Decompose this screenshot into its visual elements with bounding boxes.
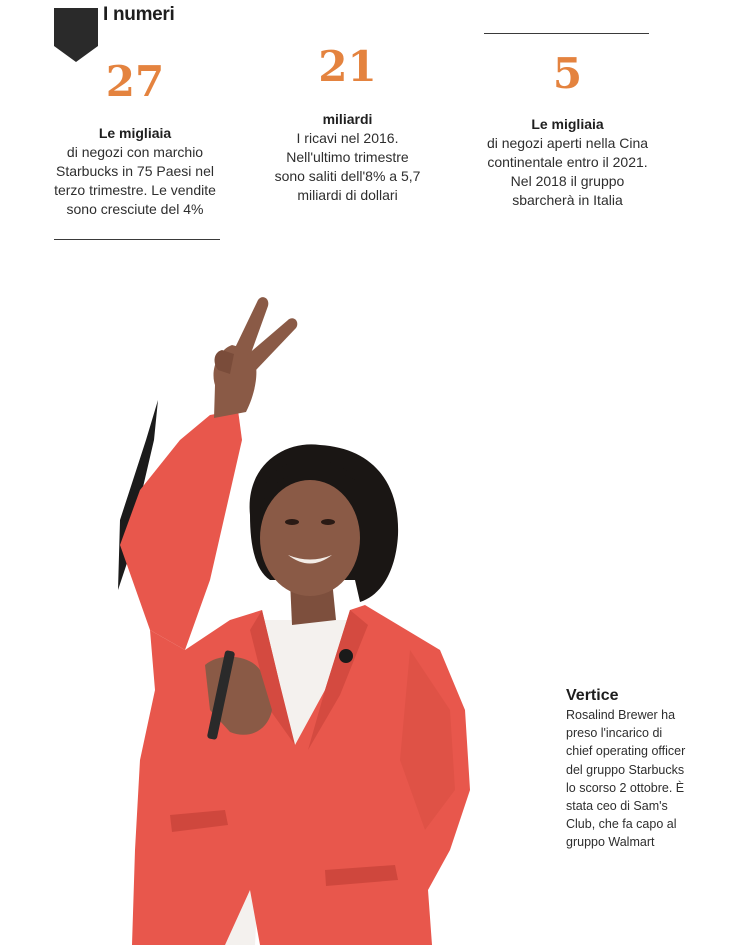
stat-line: continentale entro il 2021. bbox=[487, 154, 648, 170]
caption-line: del gruppo Starbucks bbox=[566, 762, 685, 777]
stat-line: Nel 2018 il gruppo bbox=[510, 173, 625, 189]
caption-line: Club, che fa capo al bbox=[566, 817, 677, 832]
stat-line: sbarcherà in Italia bbox=[512, 192, 623, 208]
stat-number: 27 bbox=[105, 57, 165, 106]
stat-revenue bbox=[250, 43, 445, 205]
face bbox=[260, 480, 360, 596]
stat-line: Starbucks in 75 Paesi nel bbox=[56, 163, 214, 179]
caption-line: lo scorso 2 ottobre. È bbox=[566, 780, 685, 795]
stat-headline: miliardi bbox=[322, 111, 373, 127]
stat-divider bbox=[484, 33, 649, 34]
raised-sleeve bbox=[120, 410, 242, 650]
caption-line: gruppo Walmart bbox=[566, 835, 655, 850]
section-title: I numeri bbox=[103, 4, 175, 25]
woman-victory-sign-illustration bbox=[110, 290, 480, 945]
stat-line: I ricavi nel 2016. bbox=[296, 130, 399, 146]
stat-line: di negozi con marchio bbox=[66, 144, 204, 160]
stat-line: sono saliti dell'8% a 5,7 bbox=[274, 168, 421, 184]
microphone bbox=[339, 649, 353, 663]
caption-line: chief operating officer bbox=[566, 744, 686, 759]
stat-divider bbox=[54, 239, 220, 240]
photo-caption bbox=[566, 686, 726, 852]
caption-title: Vertice bbox=[566, 687, 619, 704]
stat-line: Nell'ultimo trimestre bbox=[286, 149, 409, 165]
stat-line: terzo trimestre. Le vendite bbox=[54, 182, 216, 198]
stat-number: 5 bbox=[552, 49, 583, 98]
stat-china bbox=[470, 50, 665, 210]
pennant-icon bbox=[54, 8, 98, 62]
stat-headline: Le migliaia bbox=[98, 125, 172, 141]
caption-line: preso l'incarico di bbox=[566, 726, 663, 741]
stat-line: miliardi di dollari bbox=[297, 187, 398, 203]
stat-line: sono cresciute del 4% bbox=[66, 201, 204, 217]
stat-line: di negozi aperti nella Cina bbox=[486, 135, 649, 151]
stat-headline: Le migliaia bbox=[531, 116, 604, 132]
caption-line: stata ceo di Sam's bbox=[566, 799, 668, 814]
caption-line: Rosalind Brewer ha bbox=[566, 708, 676, 722]
stat-number: 21 bbox=[318, 42, 377, 91]
stat-stores bbox=[40, 58, 230, 219]
